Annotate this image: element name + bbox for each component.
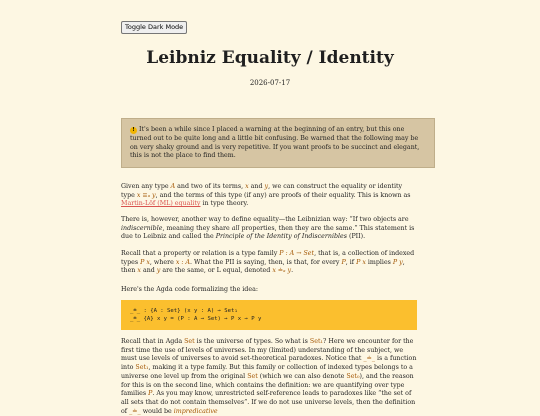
inline-code: Set [184, 338, 195, 345]
text: in type theory. [200, 200, 249, 208]
code-block [121, 300, 417, 330]
warning-icon: ! [130, 127, 137, 134]
warning-box [121, 118, 435, 168]
code-line: _≐_ {A} x y = (P : A → Set) → P x → P y [130, 316, 262, 322]
paragraph-leibniz [121, 216, 417, 242]
inline-code: Set₁ [309, 338, 324, 345]
text: is a function into [121, 355, 417, 372]
inline-code: Set [247, 372, 258, 380]
code-line: _≐_ : {A : Set} (x y : A) → Set₁ [130, 308, 238, 314]
martin-lof-equality-link[interactable]: Martin-Löf (ML) equality [121, 200, 201, 208]
text: . As you may know, unrestricted self-reference leads to paradoxes like “the set of all sets that do not contain themselves”. If we do not use universe levels, then the definition of [121, 390, 416, 415]
math: y [264, 183, 269, 190]
text: implies [365, 258, 393, 266]
math: x ≡ₐ y [136, 191, 156, 199]
text: , where [149, 258, 176, 266]
inline-code: _≐_ [129, 407, 141, 415]
text: , making it a type family. But this family or collection of indexed types belongs to a universe one level up from the original [121, 364, 413, 380]
text: Given any type [121, 183, 171, 190]
paragraph-pii [121, 250, 417, 276]
text: , if [345, 258, 357, 266]
emphasis: indiscernible [121, 224, 163, 232]
math: A [170, 183, 176, 190]
text: properties, then they are the same.” This statement is due to Leibniz and called the [121, 224, 415, 241]
text: , and the terms of this type (if any) are proofs of their equality. This is known as [155, 191, 411, 199]
text: are the same, or L equal, denoted [160, 267, 273, 275]
emphasis: Principle of the Identity of Indiscernibles [215, 233, 347, 241]
math: P x [140, 258, 150, 266]
inline-code: _≐_ [363, 355, 376, 363]
text: , that is, a collection of indexed types [121, 250, 415, 266]
text: (which we can also denote [257, 372, 347, 380]
text: ), and the reason for this is on the second line, which contains the definition: we are quantifying over type families [121, 372, 414, 398]
text: would be [140, 407, 174, 415]
math: P [148, 390, 153, 398]
text: Here's the Agda code formalizing the idea: [121, 286, 258, 293]
inline-code: Set₁ [135, 364, 149, 372]
text: , meaning they share [162, 224, 232, 232]
math: x [137, 267, 141, 275]
text: , then [121, 258, 405, 275]
text: ? Here we encounter for the first time the use of levels of universes. In my (limited) understanding of the subject, we must use levels of universes to avoid set-theoretical paradoxes. Notice that [121, 338, 414, 363]
text: and [140, 267, 157, 275]
text: is the universe of types. So what is [194, 338, 310, 345]
math: P : A → Set [279, 250, 315, 257]
paragraph-universe-levels [121, 338, 417, 416]
paragraph-ml-equality [121, 183, 417, 209]
text: Recall that a property or relation is a type family [121, 250, 280, 257]
text: There is, however, another way to define equality—the Leibnizian way: “If two objects are [121, 216, 409, 223]
text: Recall that in Agda [121, 338, 185, 345]
text: and [248, 183, 265, 190]
text: and two of its terms, [175, 183, 246, 190]
math: P [341, 258, 346, 266]
warning-text: It's been a while since I placed a warning at the beginning of an entry, but this one turned out to be quite long and a little bit confusing. Be warned that the following may be on very shaky ground and is very repetitive. If you want proofs to be succinct and elegant, this is not the place to find them. [130, 126, 420, 160]
text: . [291, 267, 294, 275]
math: x ≐ₐ y [272, 267, 292, 275]
toggle-dark-mode-button[interactable]: Toggle Dark Mode [121, 21, 187, 34]
emphasis: all [231, 224, 240, 232]
page-title: Leibniz Equality / Identity [146, 48, 394, 68]
emphasis: impredicative [173, 407, 218, 415]
text: , we can construct the equality or identity type [121, 183, 403, 199]
inline-code: Set₀ [346, 372, 360, 380]
math: x [245, 183, 249, 190]
math: y [156, 267, 161, 275]
text: . What the PII is saying, then, is that, for every [190, 258, 342, 266]
math: P x [356, 258, 366, 266]
math: x : A [175, 258, 191, 266]
paragraph-agda-intro [121, 286, 417, 295]
math: P y [392, 258, 403, 266]
text: (PII). [346, 233, 366, 241]
post-date: 2026-07-17 [249, 79, 291, 87]
